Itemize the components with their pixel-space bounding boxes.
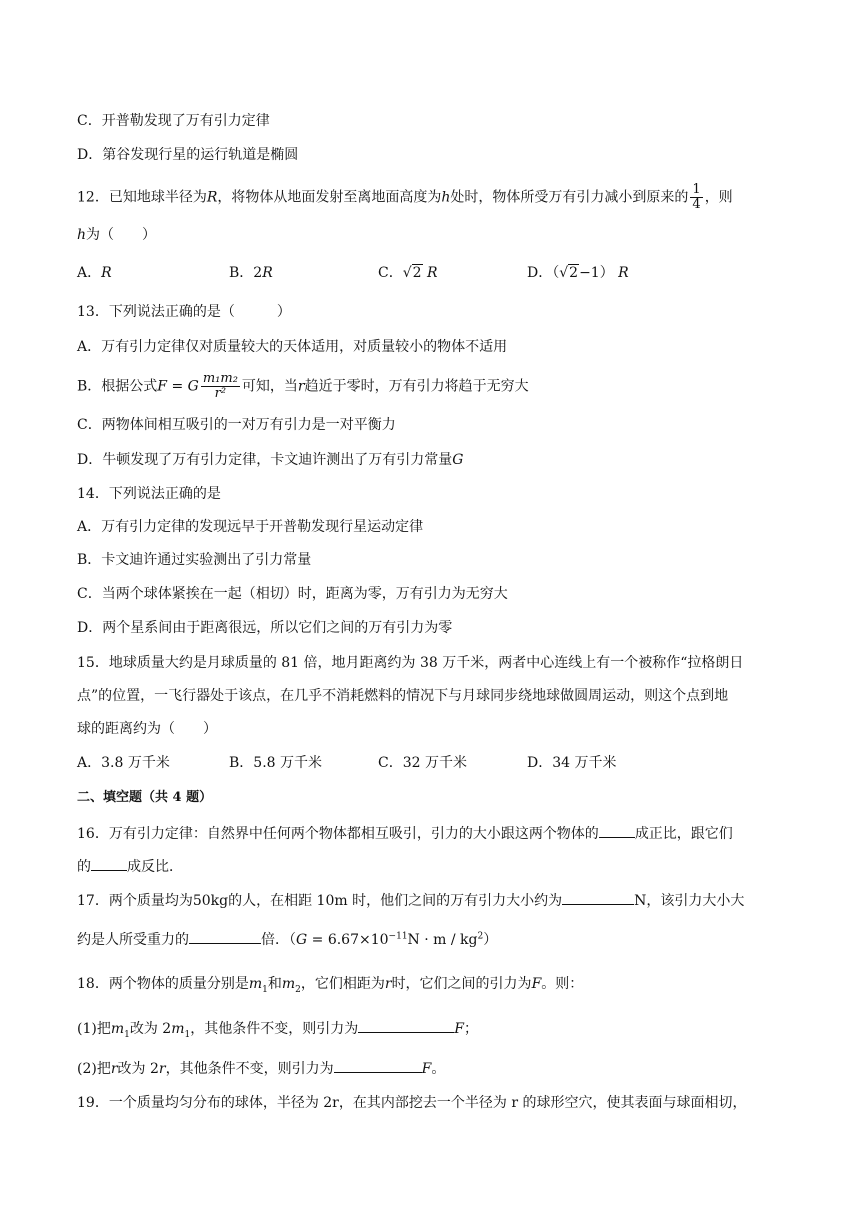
q15-stem-line2: 点”的位置，一飞行器处于该点，在几乎不消耗燃料的情况下与月球同步绕地球做圆周运动，则这个点到地 [77, 688, 729, 704]
option-label: C． [378, 265, 403, 281]
q12-option-d [527, 263, 629, 283]
option-value: R [101, 265, 112, 281]
q17-unit: N · m / kg [407, 932, 478, 948]
sqrt-radicand: 2 [412, 265, 422, 281]
q18-text: ，其他条件不变，则引力为 [190, 1021, 359, 1037]
var-G: G [452, 452, 464, 468]
q15-option-d: D．34 万千米 [527, 755, 617, 771]
q18-text: ，其他条件不变，则引力为 [165, 1061, 334, 1077]
q18-text: (1)把 [77, 1021, 111, 1037]
subscript: 1 [184, 1029, 191, 1040]
var-r: r [297, 378, 305, 395]
q12-stem-line2 [77, 225, 156, 245]
q12-stem-text: ，将物体从地面发射至离地面高度为 [217, 189, 442, 206]
answer-blank[interactable] [334, 1058, 422, 1073]
q12-var-h: h [77, 227, 87, 243]
var-r: r [384, 976, 392, 992]
var-r: r [158, 1061, 166, 1077]
q12-option-b [229, 263, 273, 283]
var-G: G [296, 932, 308, 948]
fraction-denominator: r² [214, 386, 227, 401]
q18-text: 。 [431, 1061, 446, 1077]
q12-option-c [378, 263, 438, 283]
option-label: A． [77, 265, 102, 281]
q12-option-a [77, 263, 112, 283]
var-m: m [248, 976, 263, 992]
q12-stem-text: 处时，物体所受万有引力减小到原来的 [450, 189, 689, 206]
q18-part2 [77, 1058, 445, 1079]
q15-option-c: C．32 万千米 [378, 755, 467, 771]
q13-option-a: A．万有引力定律仅对质量较大的天体适用，对质量较小的物体不适用 [77, 339, 508, 355]
answer-blank[interactable] [599, 823, 635, 838]
sqrt-symbol: √2 [559, 265, 579, 281]
q18-text: ； [463, 1021, 478, 1037]
q18-text: 时，它们之间的引力为 [391, 976, 532, 992]
q12-var-h: h [441, 189, 451, 206]
q17-text: 倍．（ [261, 932, 296, 948]
exponent: −11 [388, 931, 408, 942]
q17-line1 [77, 890, 744, 911]
q18-text: (2)把 [77, 1061, 111, 1077]
q17-formula: = 6.67×10 [307, 932, 389, 948]
sqrt-symbol: √2 [402, 265, 422, 281]
q17-text: 的人，在相距 10m 时，他们之间的万有引力大小约为 [228, 893, 563, 909]
q17-text: 17．两个质量均为 [77, 893, 193, 909]
answer-blank[interactable] [358, 1018, 454, 1033]
q12-stem-text: ，则 [704, 189, 733, 206]
fraction-numerator: 1 [692, 182, 701, 197]
q17-text: N，该引力大小大 [634, 893, 745, 909]
formula-lhs: F = G [157, 378, 199, 395]
q11-option-d: D．第谷发现行星的运行轨道是椭圆 [77, 147, 299, 163]
option-value: R [618, 265, 629, 281]
q17-line2 [77, 929, 497, 950]
q18-text: ，它们相距为 [300, 976, 385, 992]
section-heading: 二、填空题（共 4 题） [77, 790, 213, 805]
q12-stem-text: 为（ ） [86, 227, 157, 243]
var-F: F [531, 976, 542, 992]
var-m: m [110, 1021, 125, 1037]
answer-blank[interactable] [189, 929, 261, 944]
q15-stem-line3: 球的距离约为（ ） [77, 721, 217, 737]
formula-fraction [201, 372, 240, 401]
q16-text: 的 [77, 859, 91, 875]
option-value: R [427, 265, 438, 281]
q15-option-b: B．5.8 万千米 [229, 755, 323, 771]
q15-option-a: A．3.8 万千米 [77, 755, 170, 771]
option-text: B．根据公式 [77, 378, 158, 395]
q16-line1 [77, 823, 733, 844]
q12-var-R: R [206, 189, 218, 206]
exponent: 2 [477, 931, 484, 942]
var-F: F [454, 1021, 464, 1037]
var-m: m [171, 1021, 185, 1037]
var-m: m [281, 976, 296, 992]
q18-text: 和 [267, 976, 282, 992]
q16-text: 16．万有引力定律：自然界中任何两个物体都相互吸引，引力的大小跟这两个物体的 [77, 826, 599, 842]
option-text: 趋近于零时，万有引力将趋于无穷大 [304, 378, 529, 395]
q12-stem-text: 12．已知地球半径为 [77, 189, 207, 206]
option-label: B．2 [229, 265, 263, 281]
answer-blank[interactable] [562, 890, 634, 905]
q15-stem-line1: 15．地球质量大约是月球质量的 81 倍，地月距离约为 38 万千米，两者中心连线上有一个被称作“拉格朗日 [77, 655, 744, 671]
subscript: 1 [124, 1029, 130, 1040]
subscript: 1 [262, 984, 268, 995]
q14-option-b: B．卡文迪许通过实验测出了引力常量 [77, 552, 312, 568]
subscript: 2 [295, 984, 301, 995]
fraction-denominator: 4 [692, 197, 701, 212]
q18-stem [77, 974, 583, 994]
q18-text: 18．两个物体的质量分别是 [77, 976, 249, 992]
q16-line2 [77, 856, 183, 877]
q12-fraction [690, 183, 702, 212]
option-text: D．牛顿发现了万有引力定律，卡文迪许测出了万有引力常量 [77, 452, 453, 468]
q14-option-a: A．万有引力定律的发现远早于开普勒发现行星运动定律 [77, 519, 424, 535]
q16-text: 成反比． [127, 859, 183, 875]
q13-option-b [77, 372, 529, 401]
option-label: D．（ [527, 265, 560, 281]
answer-blank[interactable] [91, 856, 127, 871]
q18-text: 。则： [541, 976, 584, 992]
q11-option-c: C．开普勒发现了万有引力定律 [77, 113, 270, 129]
q13-option-d [77, 450, 463, 470]
q19-stem-line1: 19．一个质量均匀分布的球体，半径为 2r，在其内部挖去一个半径为 r 的球形空穴，使其表面与球面相切， [77, 1095, 747, 1111]
q18-text: 改为 2 [129, 1021, 172, 1037]
fraction-numerator: m₁m₂ [202, 371, 238, 386]
q18-part1 [77, 1018, 478, 1039]
var-F: F [421, 1061, 432, 1077]
option-text: 可知，当 [241, 378, 298, 395]
q13-option-c: C．两物体间相互吸引的一对万有引力是一对平衡力 [77, 417, 396, 433]
var-r: r [110, 1061, 118, 1077]
q14-option-d: D．两个星系间由于距离很远，所以它们之间的万有引力为零 [77, 620, 453, 636]
option-text: −1） [579, 265, 614, 281]
q17-text: 约是人所受重力的 [77, 932, 189, 948]
q17-text: ） [483, 932, 498, 948]
q17-mass: 50kg [192, 893, 229, 909]
q14-option-c: C．当两个球体紧挨在一起（相切）时，距离为零，万有引力为无穷大 [77, 586, 508, 602]
sqrt-radicand: 2 [569, 265, 579, 281]
q14-stem: 14．下列说法正确的是 [77, 486, 221, 502]
q13-stem: 13．下列说法正确的是（ ） [77, 304, 291, 320]
q18-text: 改为 2 [117, 1061, 159, 1077]
q16-text: 成正比，跟它们 [634, 826, 733, 842]
q12-stem [77, 183, 733, 212]
option-value: R [262, 265, 273, 281]
